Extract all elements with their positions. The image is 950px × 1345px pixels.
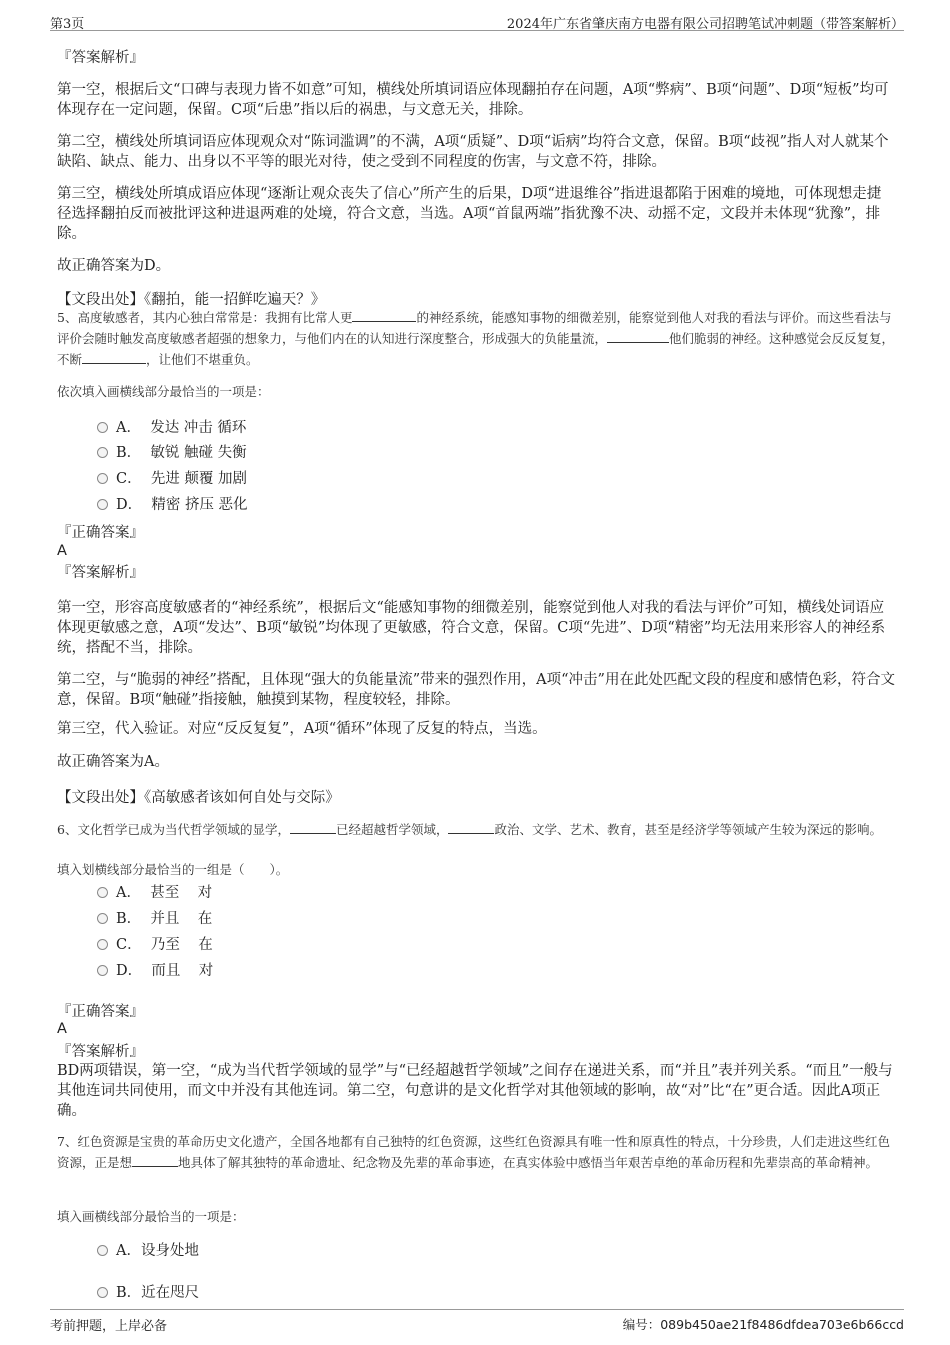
q7-stem [57, 1131, 895, 1173]
q5-option-a[interactable]: A． 发达 冲击 循环 [97, 418, 246, 438]
q6-option-a[interactable]: A． 甚至 对 [97, 883, 212, 903]
q6-stem [57, 819, 895, 840]
q6-option-d[interactable]: D． 而且 对 [97, 961, 213, 981]
document-code [623, 1315, 904, 1333]
q5-correct-answer: A [57, 543, 67, 559]
q5-stem [57, 307, 895, 370]
q4-source: 【文段出处】《翻拍，能一招鲜吃遍天？》 [57, 292, 326, 308]
q6-prompt: 填入划横线部分最恰当的一组是（ ）。 [57, 862, 289, 877]
q6-analysis: BD两项错误，第一空，“成为当代哲学领域的显学”与“已经超越哲学领域”之间存在递进关系，而“并且”表并列关系。“而且”一般与其他连词共同使用，而文中并没有其他连词。第二空，句意讲的是文化哲学对其他领域的影响，故“对”比“在”更合适。因此A项正确。 [57, 1063, 893, 1119]
radio-icon[interactable] [97, 939, 108, 950]
q5-option-b[interactable]: B． 敏锐 触碰 失衡 [97, 443, 247, 463]
q5-stem-part3: 他们脆弱的神经。这种感觉会反反复复，不断 [57, 331, 895, 367]
q6-option-c[interactable]: C． 乃至 在 [97, 935, 213, 955]
q5-analysis-para2: 第二空，与“脆弱的神经”搭配，且体现“强大的负能量流”带来的强烈作用，A项“冲击”用在此处匹配文段的程度和感情色彩，符合文意，保留。B项“触碰”指接触，触摸到某物，程度较轻，排除。 [57, 672, 895, 708]
q7-prompt: 填入画横线部分最恰当的一项是： [57, 1209, 245, 1224]
q4-analysis-label: 『答案解析』 [57, 50, 144, 66]
q6-correct-answer: A [57, 1021, 67, 1037]
q6-stem-part1: 6、文化哲学已成为当代哲学领域的显学， [57, 822, 290, 837]
q4-analysis-para1: 第一空，根据后文“口碑与表现力皆不如意”可知，横线处所填词语应体现翻拍存在问题，A项“弊病”、B项“问题”、D项“短板”均可体现存在一定问题，保留。C项“后患”指以后的祸患，与文意无关，排除。 [57, 82, 889, 118]
code-value: 089b450ae21f8486dfdea703e6b66ccd [660, 1317, 904, 1332]
q5-stem-part2: 的神经系统，能感知事物的细微差别，能察觉到他人对我的看法与评价。而这些看法与评价会随时触发高度敏感者超强的想象力，与他们内在的认知进行深度整合，形成强大的负能量流， [57, 310, 892, 346]
radio-icon[interactable] [97, 887, 108, 898]
radio-icon[interactable] [97, 965, 108, 976]
q5-prompt: 依次填入画横线部分最恰当的一项是： [57, 384, 270, 399]
q6-stem-part3: 政治、文学、艺术、教育，甚至是经济学等领域产生较为深远的影响。 [494, 822, 882, 837]
q5-stem-part1: 5、高度敏感者，其内心独白常常是：我拥有比常人更 [57, 310, 353, 325]
radio-icon[interactable] [97, 499, 108, 510]
q7-stem-part2: 地具体了解其独特的革命遗址、纪念物及先辈的革命事迹，在真实体验中感悟当年艰苦卓绝的革命历程和先辈崇高的革命精神。 [178, 1155, 879, 1170]
q5-source: 【文段出处】《高敏感者该如何自处与交际》 [57, 790, 340, 806]
q5-correct-label: 『正确答案』 [57, 525, 144, 541]
q6-option-b[interactable]: B． 并且 在 [97, 909, 212, 929]
q5-option-d[interactable]: D． 精密 挤压 恶化 [97, 495, 248, 515]
q4-conclusion: 故正确答案为D。 [57, 258, 171, 274]
q5-analysis-para1: 第一空，形容高度敏感者的“神经系统”，根据后文“能感知事物的细微差别，能察觉到他人对我的看法与评价”可知，横线处词语应体现更敏感之意，A项“发达”、B项“敏锐”均体现了更敏感，符合文意，保留。C项“先进”、D项“精密”均无法用来形容人的神经系统，搭配不当，排除。 [57, 600, 886, 656]
q7-option-a[interactable]: A．设身处地 [97, 1241, 199, 1261]
radio-icon[interactable] [97, 422, 108, 433]
page-footer [50, 1309, 904, 1334]
q7-stem-part1: 7、红色资源是宝贵的革命历史文化遗产，全国各地都有自己独特的红色资源，这些红色资源具有唯一性和原真性的特点，十分珍贵，人们走进这些红色资源，正是想 [57, 1134, 890, 1170]
radio-icon[interactable] [97, 913, 108, 924]
q6-analysis-label: 『答案解析』 [57, 1044, 144, 1060]
q4-analysis-para3: 第三空，横线处所填成语应体现“逐渐让观众丧失了信心”所产生的后果，D项“进退维谷”指进退都陷于困难的境地，可体现想走捷径选择翻拍反而被批评这种进退两难的处境，符合文意，当选。A项“首鼠两端”指犹豫不决、动摇不定，文段并未体现“犹豫”，排除。 [57, 186, 882, 242]
q5-stem-part4: ，让他们不堪重负。 [146, 352, 259, 367]
radio-icon[interactable] [97, 447, 108, 458]
document-title: 2024年广东省肇庆南方电器有限公司招聘笔试冲刺题（带答案解析） [506, 17, 904, 32]
footer-slogan: 考前押题，上岸必备 [50, 1319, 168, 1334]
q5-analysis-label: 『答案解析』 [57, 565, 144, 581]
page-number: 第3页 [50, 17, 85, 32]
q6-correct-label: 『正确答案』 [57, 1004, 144, 1020]
q5-conclusion: 故正确答案为A。 [57, 754, 169, 770]
q4-analysis-para2: 第二空，横线处所填词语应体现观众对“陈词滥调”的不满，A项“质疑”、D项“诟病”均符合文意，保留。B项“歧视”指人对人就某个缺陷、缺点、能力、出身以不平等的眼光对待，使之受到不同程度的伤害，与文意不符，排除。 [57, 134, 889, 170]
code-label: 编号： [622, 1317, 661, 1332]
radio-icon[interactable] [97, 473, 108, 484]
radio-icon[interactable] [97, 1287, 108, 1298]
page-header [50, 10, 904, 31]
q6-stem-part2: 已经超越哲学领域， [335, 822, 449, 837]
q7-option-b[interactable]: B．近在咫尺 [97, 1283, 199, 1303]
q5-analysis-para3: 第三空，代入验证。对应“反反复复”，A项“循环”体现了反复的特点，当选。 [57, 721, 547, 737]
q5-option-c[interactable]: C． 先进 颠覆 加剧 [97, 469, 247, 489]
radio-icon[interactable] [97, 1245, 108, 1256]
